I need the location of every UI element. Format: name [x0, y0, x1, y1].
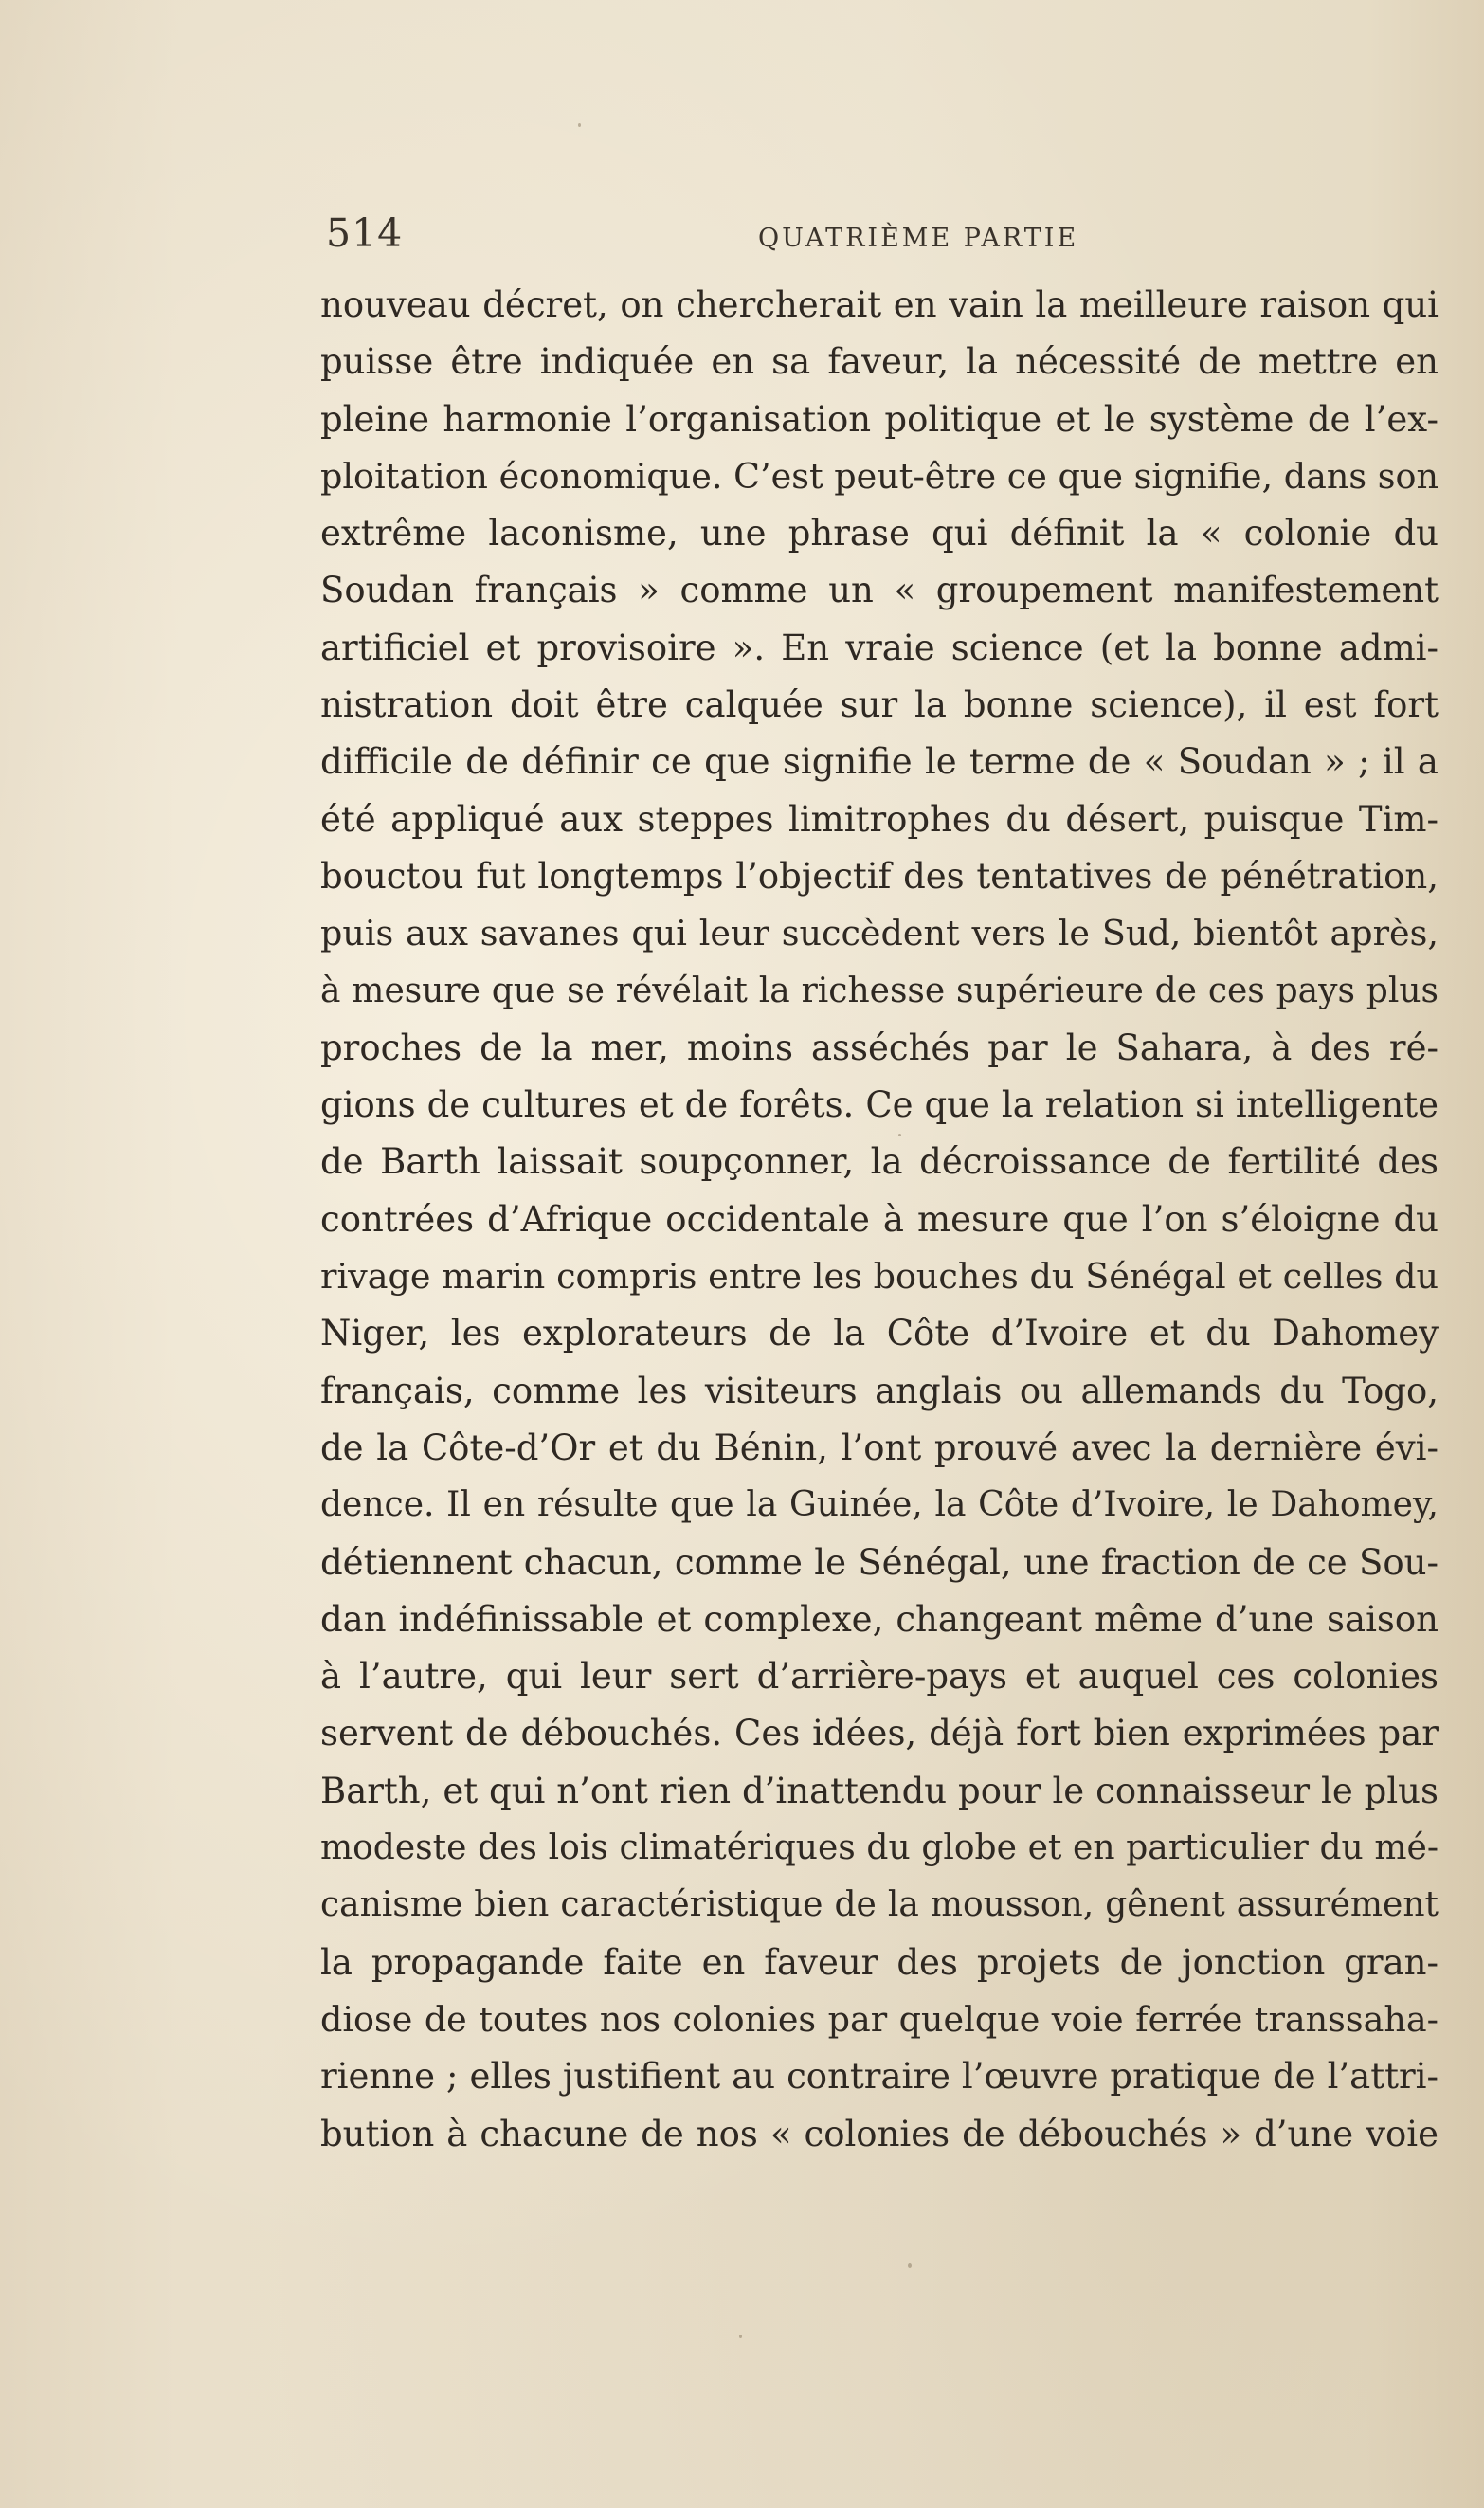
- text-line: nistration doit être calquée sur la bonne science), il est fort: [320, 684, 1439, 726]
- text-line: la propagande faite en faveur des projets de jonction gran-: [320, 1941, 1439, 1983]
- text-line: pleine harmonie l’organisation politique et le système de l’ex-: [320, 398, 1439, 440]
- text-line: dence. Il en résulte que la Guinée, la Côte d’Ivoire, le Dahomey,: [320, 1485, 1439, 1525]
- page-header: [326, 210, 1425, 267]
- text-line: de Barth laissait soupçonner, la décroissance de fertilité des: [320, 1141, 1439, 1183]
- text-line: été appliqué aux steppes limitrophes du désert, puisque Tim-: [320, 798, 1439, 840]
- text-line: contrées d’Afrique occidentale à mesure que l’on s’éloigne du: [320, 1198, 1439, 1240]
- text-line: Niger, les explorateurs de la Côte d’Ivoire et du Dahomey: [320, 1313, 1439, 1354]
- text-line: nouveau décret, on chercherait en vain la meilleure raison qui: [320, 284, 1439, 325]
- text-line: canisme bien caractéristique de la mousson, gênent assurément: [320, 1885, 1439, 1925]
- text-line: modeste des lois climatériques du globe et en particulier du mé-: [320, 1828, 1439, 1868]
- text-line: artificiel et provisoire ». En vraie science (et la bonne admi-: [320, 627, 1439, 668]
- text-line: français, comme les visiteurs anglais ou allemands du Togo,: [320, 1370, 1439, 1411]
- text-line: bouctou fut longtemps l’objectif des tentatives de pénétration,: [320, 855, 1439, 897]
- paper-speck: [908, 2263, 912, 2268]
- text-line: proches de la mer, moins asséchés par le Sahara, à des ré-: [320, 1027, 1439, 1068]
- text-line: Soudan français » comme un « groupement manifestement: [320, 570, 1439, 611]
- text-line: Barth, et qui n’ont rien d’inattendu pour le connaisseur le plus: [320, 1770, 1439, 1811]
- text-line: puisse être indiquée en sa faveur, la nécessité de mettre en: [320, 341, 1439, 383]
- paper-speck: [739, 2335, 742, 2338]
- page-number: 514: [326, 210, 404, 256]
- text-line: extrême laconisme, une phrase qui définit la « colonie du: [320, 513, 1439, 554]
- text-line: dan indéfinissable et complexe, changeant même d’une saison: [320, 1598, 1439, 1640]
- text-line: difficile de définir ce que signifie le terme de « Soudan » ; il a: [320, 741, 1439, 783]
- text-line: puis aux savanes qui leur succèdent vers le Sud, bientôt après,: [320, 913, 1439, 954]
- text-line: gions de cultures et de forêts. Ce que la relation si intelligente: [320, 1084, 1439, 1126]
- body-text: [320, 277, 1439, 2163]
- paper-speck: [578, 123, 581, 127]
- text-line: de la Côte-d’Or et du Bénin, l’ont prouvé avec la dernière évi-: [320, 1427, 1439, 1468]
- text-line: bution à chacune de nos « colonies de débouchés » d’une voie: [320, 2113, 1439, 2154]
- text-line: à l’autre, qui leur sert d’arrière-pays et auquel ces colonies: [320, 1656, 1439, 1698]
- text-line: servent de débouchés. Ces idées, déjà fort bien exprimées par: [320, 1713, 1439, 1754]
- text-line: à mesure que se révélait la richesse supérieure de ces pays plus: [320, 971, 1439, 1010]
- text-line: détiennent chacun, comme le Sénégal, une fraction de ce Sou-: [320, 1541, 1439, 1583]
- text-line: ploitation économique. C’est peut-être ce que signifie, dans son: [320, 455, 1439, 497]
- running-head: QUATRIÈME PARTIE: [758, 224, 1079, 253]
- text-line: rienne ; elles justifient au contraire l’œuvre pratique de l’attri-: [320, 2056, 1439, 2098]
- text-line: diose de toutes nos colonies par quelque voie ferrée transsaha-: [320, 1998, 1439, 2040]
- text-line: rivage marin compris entre les bouches du Sénégal et celles du: [320, 1256, 1439, 1298]
